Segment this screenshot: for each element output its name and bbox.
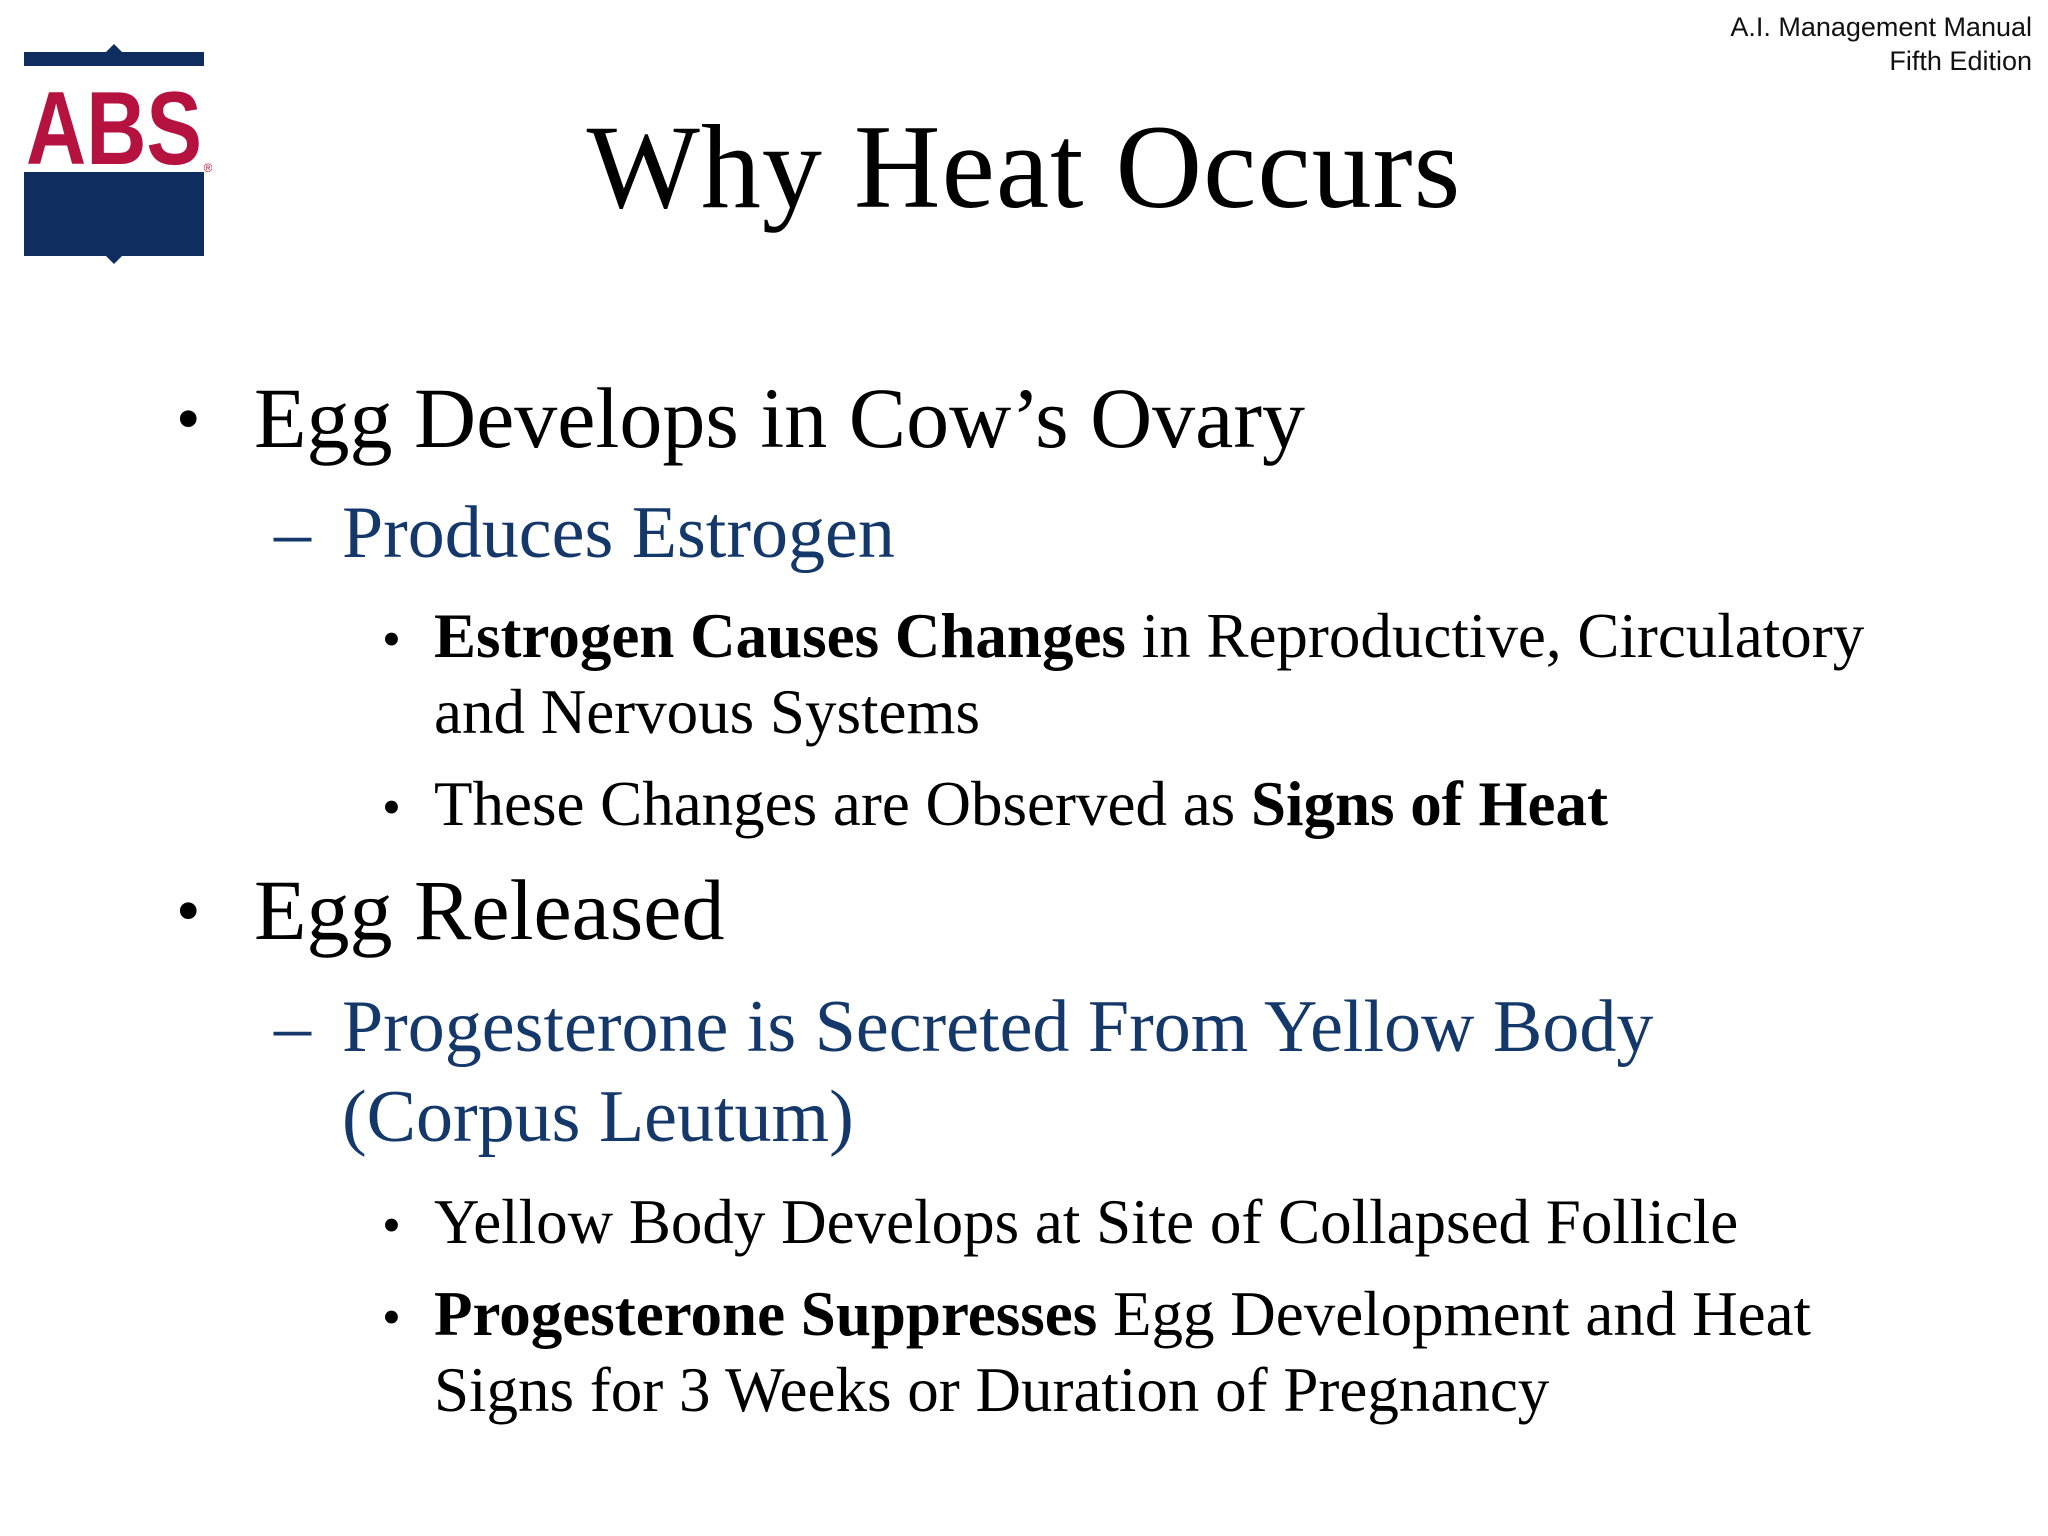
registered-mark: ® (203, 161, 212, 175)
bullet-text: Egg Develops in Cow’s Ovary (254, 370, 1305, 466)
sub-bullet-produces-estrogen (274, 488, 895, 578)
sub-bullet-text: Produces Estrogen (342, 492, 895, 574)
manual-edition: Fifth Edition (1889, 46, 2032, 76)
manual-edition-note (1730, 10, 2032, 78)
bullet-text: Egg Released (254, 862, 725, 958)
dash-marker: – (274, 986, 311, 1068)
item-estrogen-causes-changes-line2 (434, 674, 980, 750)
item-yellow-body-develops (382, 1184, 1739, 1260)
item-bold-text: Signs of Heat (1250, 769, 1608, 839)
sub-bullet-text: Progesterone is Secreted From Yellow Body (342, 986, 1654, 1068)
bullet-egg-released (176, 862, 725, 958)
bullet-marker: • (176, 381, 201, 458)
bullet-marker: • (382, 1195, 401, 1255)
sub-bullet-text-continued: (Corpus Leutum) (342, 1076, 854, 1158)
dash-marker: – (274, 492, 311, 574)
item-text-continued: and Nervous Systems (434, 677, 980, 747)
manual-title: A.I. Management Manual (1730, 12, 2032, 42)
item-signs-of-heat (382, 766, 1608, 842)
item-text: Egg Development and Heat (1097, 1279, 1812, 1349)
item-text-continued: Signs for 3 Weeks or Duration of Pregnancy (434, 1355, 1550, 1425)
abs-logo-text: ABS (26, 71, 202, 187)
item-estrogen-causes-changes (382, 598, 1865, 674)
sub-bullet-progesterone-secreted (274, 982, 1654, 1072)
bullet-egg-develops (176, 370, 1305, 466)
item-text: in Reproductive, Circulatory (1125, 601, 1865, 671)
item-bold-text: Estrogen Causes Changes (434, 601, 1126, 671)
slide-title: Why Heat Occurs (586, 100, 1462, 233)
bullet-marker: • (382, 609, 401, 669)
bullet-marker: • (176, 873, 201, 950)
item-progesterone-suppresses-line2 (434, 1352, 1549, 1428)
sub-bullet-progesterone-secreted-line2 (342, 1072, 854, 1162)
item-text: These Changes are Observed as (434, 769, 1251, 839)
bullet-marker: • (382, 1287, 401, 1347)
item-bold-text: Progesterone Suppresses (434, 1279, 1098, 1349)
item-progesterone-suppresses (382, 1276, 1812, 1352)
item-text: Yellow Body Develops at Site of Collapsed Follicle (434, 1187, 1739, 1257)
bullet-marker: • (382, 777, 401, 837)
